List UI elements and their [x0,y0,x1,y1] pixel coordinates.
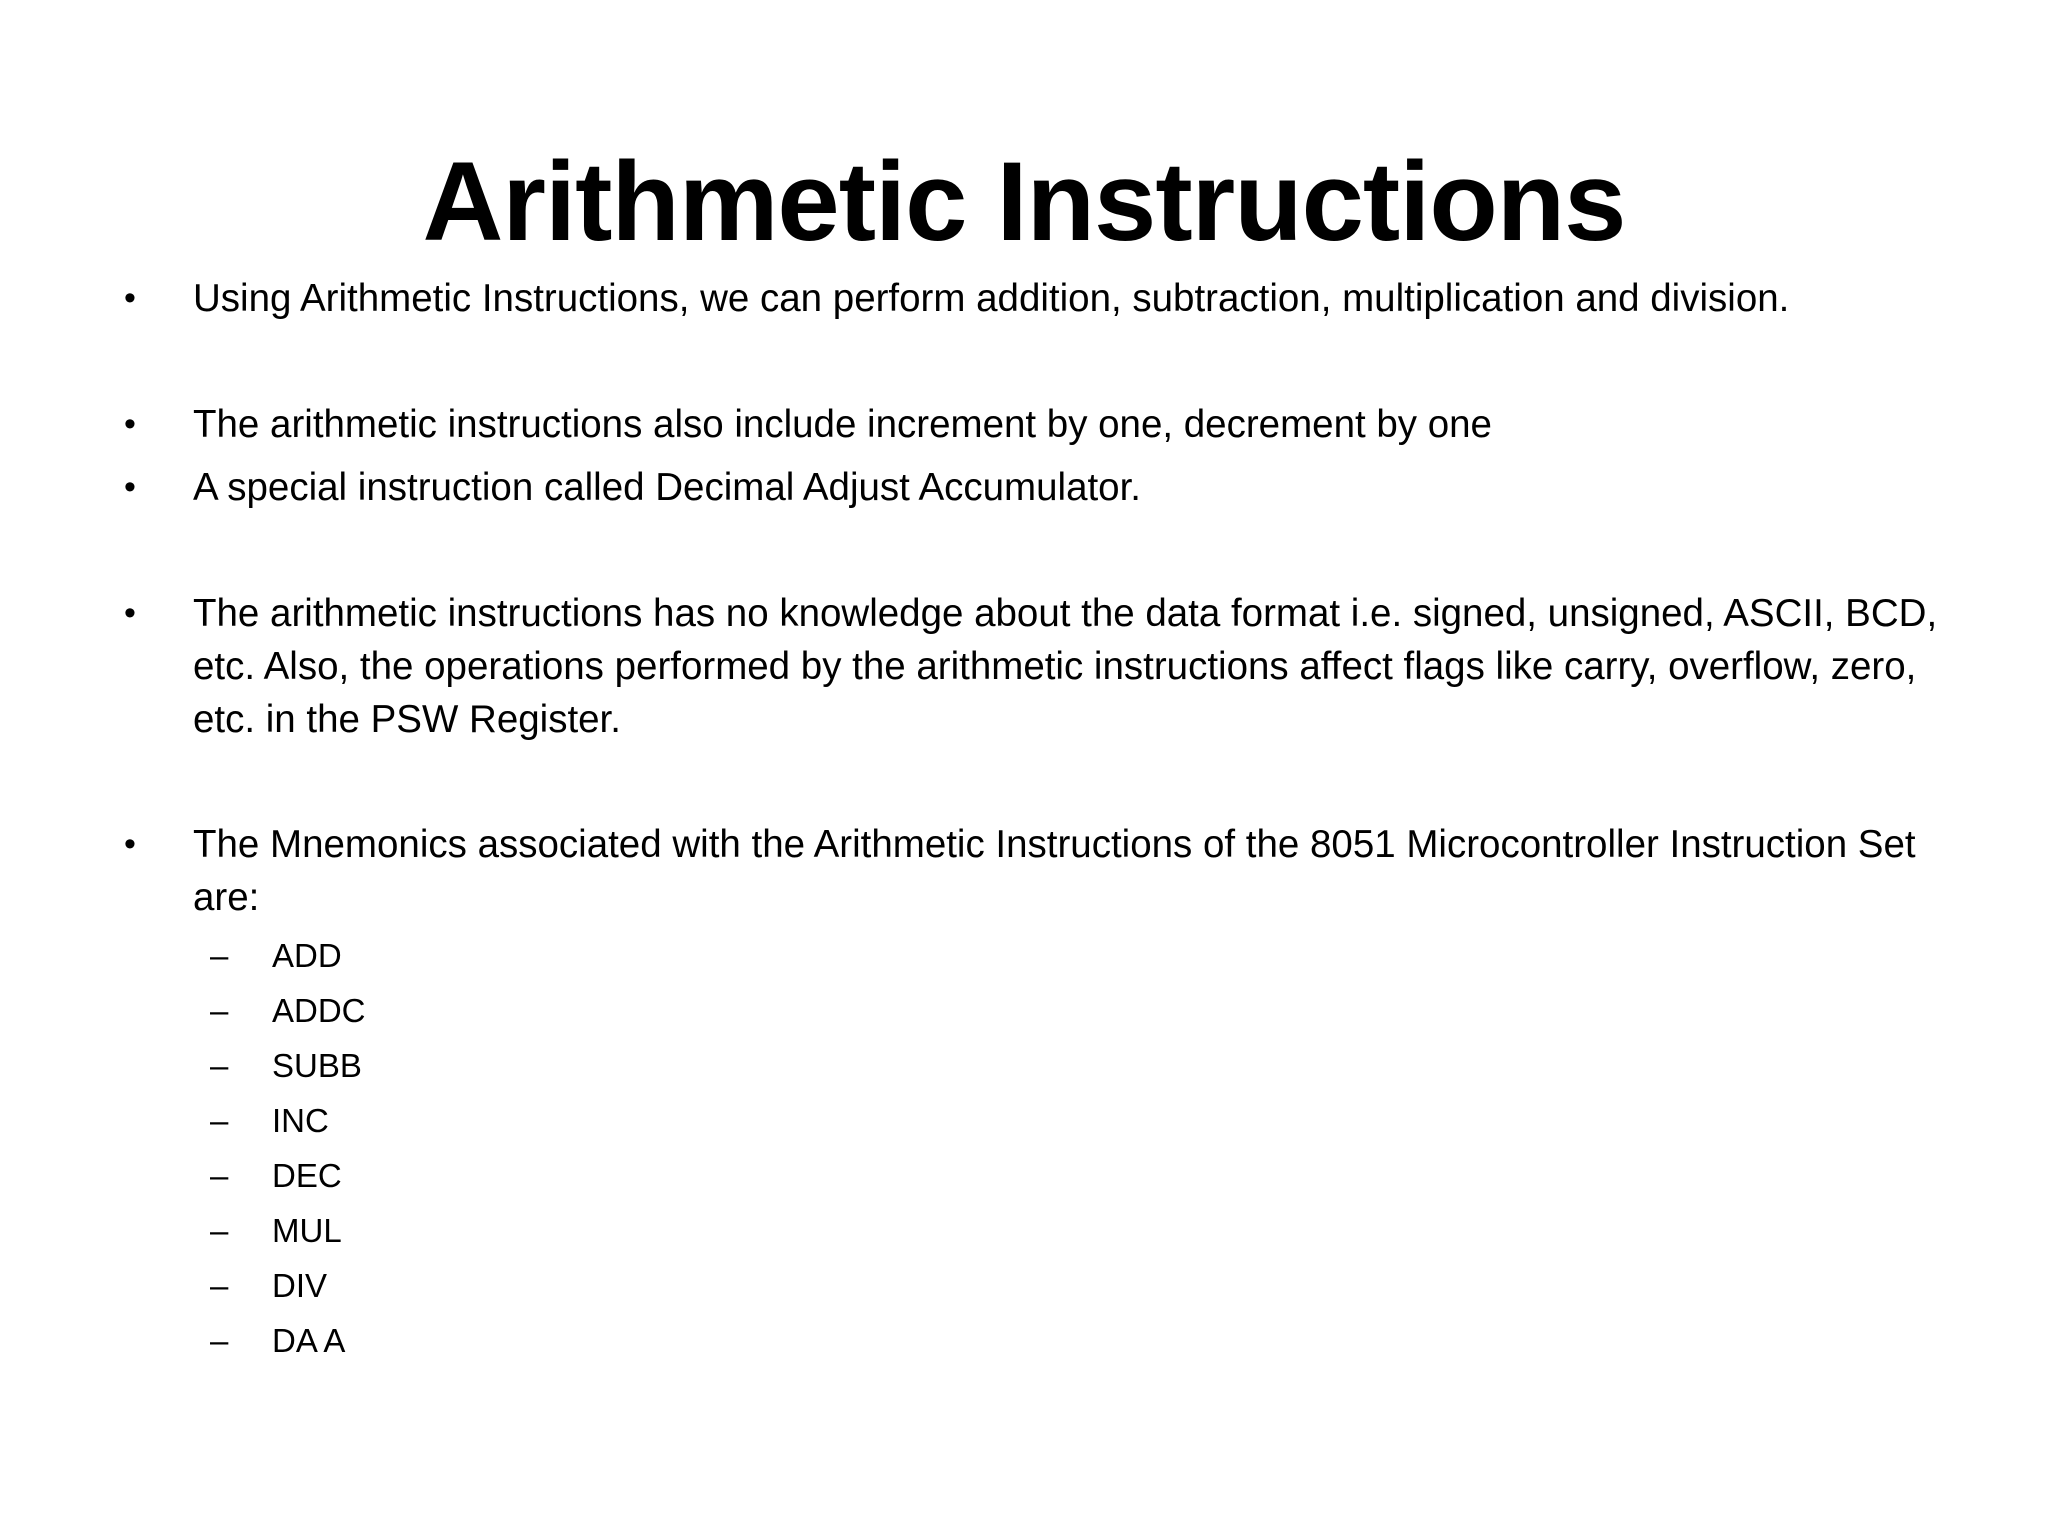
bullet-text: The Mnemonics associated with the Arithmetic Instructions of the 8051 Microcontroller Instruction Set are: [193,823,1916,919]
bullet-text: A special instruction called Decimal Adjust Accumulator. [193,466,1141,509]
mnemonic-text: DEC [272,1157,342,1194]
bullet-item [124,818,1984,924]
dash-icon: – [210,1102,229,1139]
mnemonic-item [210,989,366,1033]
bullet-text: The arithmetic instructions has no knowledge about the data format i.e. signed, unsigned, ASCII, BCD, etc. Also, the operations performed by the arithmetic instructions affect flags like carry, overflow, zero, etc. in the PSW Register. [193,592,1938,741]
mnemonic-item [210,1099,329,1143]
bullet-text: Using Arithmetic Instructions, we can perform addition, subtraction, multiplication and division. [193,277,1790,320]
mnemonic-text: MUL [272,1212,342,1249]
dash-icon: – [210,1047,229,1084]
mnemonic-item [210,1319,345,1363]
dash-icon: – [210,1157,229,1194]
bullet-item [124,587,1984,746]
bullet-item [124,461,1984,514]
mnemonic-item [210,1209,342,1253]
mnemonic-text: DA A [272,1322,346,1359]
bullet-icon: • [124,405,136,443]
mnemonic-text: INC [272,1102,329,1139]
bullet-icon: • [124,594,136,632]
bullet-icon: • [124,468,136,506]
dash-icon: – [210,937,229,974]
dash-icon: – [210,1212,229,1249]
mnemonic-text: SUBB [272,1047,362,1084]
dash-icon: – [210,1322,229,1359]
mnemonic-item [210,934,342,978]
slide-title: Arithmetic Instructions [422,139,1626,264]
mnemonic-item [210,1264,327,1308]
mnemonic-text: ADDC [272,992,366,1029]
bullet-text: The arithmetic instructions also include increment by one, decrement by one [193,403,1492,446]
dash-icon: – [210,992,229,1029]
mnemonic-item [210,1154,342,1198]
dash-icon: – [210,1267,229,1304]
bullet-item [124,272,1984,325]
bullet-icon: • [124,279,136,317]
mnemonic-item [210,1044,362,1088]
mnemonic-text: ADD [272,937,342,974]
bullet-item [124,398,1984,451]
mnemonic-text: DIV [272,1267,328,1304]
bullet-icon: • [124,825,136,863]
